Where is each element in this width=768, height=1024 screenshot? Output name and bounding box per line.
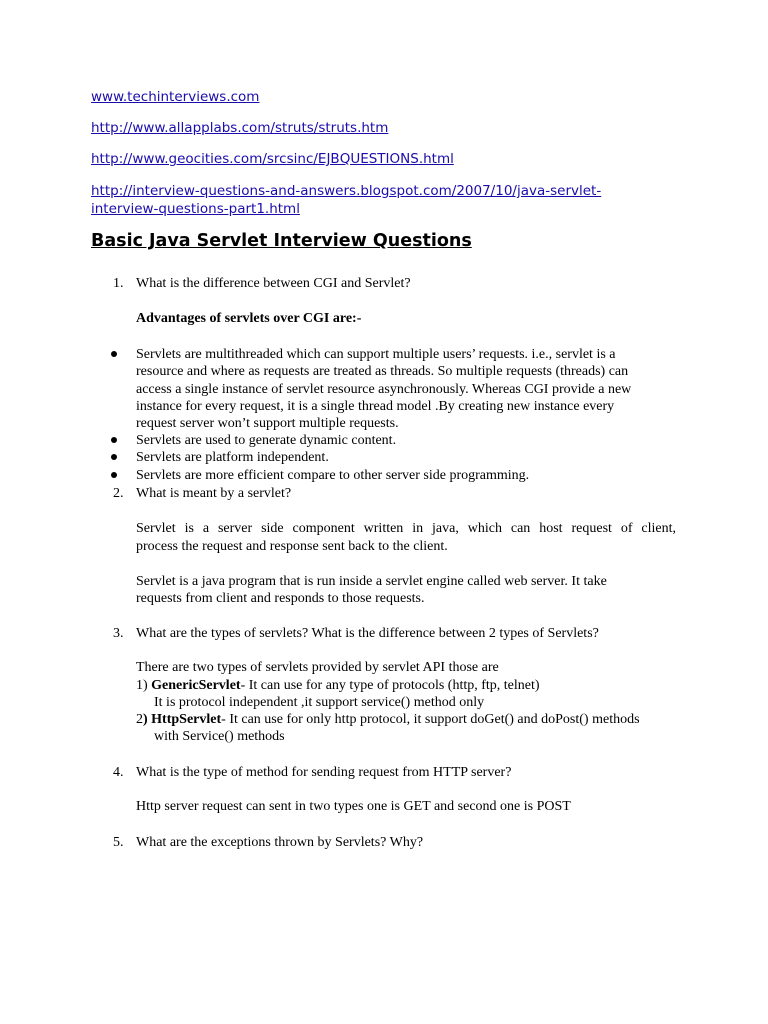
servlet-types-intro: There are two types of servlets provided by servlet API those are — [136, 660, 499, 675]
page-title: Basic Java Servlet Interview Questions — [91, 231, 472, 251]
question-text-1: What is the difference between CGI and Servlet? — [136, 276, 411, 291]
question-text-3: What are the types of servlets? What is the difference between 2 types of Servlets? — [136, 626, 599, 641]
bullet-text-1-line5: request server won’t support multiple requests. — [136, 416, 399, 431]
question-text-4: What is the type of method for sending request from HTTP server? — [136, 765, 512, 780]
servlet-program-line1: Servlet is a java program that is run inside a servlet engine called web server. It take — [136, 574, 607, 589]
question-text-5: What are the exceptions thrown by Servlets? Why? — [136, 835, 424, 850]
generic-servlet-line2: It is protocol independent ,it support service() method only — [154, 695, 485, 710]
generic-servlet-line — [136, 677, 540, 694]
link-allapplabs[interactable]: http://www.allapplabs.com/struts/struts.htm — [91, 120, 389, 136]
generic-servlet-label: GenericServlet — [151, 678, 241, 693]
advantages-subheading: Advantages of servlets over CGI are:- — [136, 311, 362, 326]
servlet-program-line2: requests from client and responds to those requests. — [136, 591, 425, 606]
http-servlet-desc: - It can use for only http protocol, it support doGet() and doPost() methods — [221, 712, 640, 727]
question-number-5: 5. — [113, 835, 124, 850]
link-techinterviews[interactable]: www.techinterviews.com — [91, 89, 260, 105]
link-geocities[interactable]: http://www.geocities.com/srcsinc/EJBQUESTIONS.html — [91, 151, 454, 167]
question-number-2: 2. — [113, 486, 124, 501]
item-prefix: 2 — [136, 712, 143, 727]
bullet-dot — [111, 472, 117, 478]
http-methods-answer: Http server request can sent in two types one is GET and second one is POST — [136, 799, 571, 814]
http-servlet-line — [136, 711, 640, 728]
bullet-text-4: Servlets are more efficient compare to other server side programming. — [136, 468, 530, 483]
link-blogspot-line2[interactable]: interview-questions-part1.html — [91, 201, 300, 217]
bullet-text-1-line2: resource and where as requests are treated as threads. So multiple requests (threads) can — [136, 364, 629, 379]
bullet-text-1-line3: access a single instance of servlet resource asynchronously. Whereas CGI provide a new — [136, 382, 632, 397]
bullet-text-2: Servlets are used to generate dynamic content. — [136, 433, 397, 448]
link-blogspot-line1[interactable]: http://interview-questions-and-answers.blogspot.com/2007/10/java-servlet- — [91, 183, 602, 199]
item-prefix: 1) — [136, 678, 152, 693]
bullet-text-1-line4: instance for every request, it is a single thread model .By creating new instance every — [136, 399, 615, 414]
servlet-definition-line2: process the request and response sent back to the client. — [136, 539, 448, 554]
question-number-4: 4. — [113, 765, 124, 780]
http-servlet-line2: with Service() methods — [154, 729, 285, 744]
question-text-2: What is meant by a servlet? — [136, 486, 292, 501]
bullet-dot — [111, 351, 117, 357]
question-number-3: 3. — [113, 626, 124, 641]
bullet-text-3: Servlets are platform independent. — [136, 450, 329, 465]
http-servlet-label: ) HttpServlet — [143, 712, 222, 727]
bullet-text-1-line1: Servlets are multithreaded which can support multiple users’ requests. i.e., servlet is a — [136, 347, 616, 362]
generic-servlet-desc: - It can use for any type of protocols (http, ftp, telnet) — [240, 678, 540, 693]
bullet-dot — [111, 437, 117, 443]
bullet-dot — [111, 454, 117, 460]
servlet-definition-line1: Servlet is a server side component written in java, which can host request of client, — [136, 521, 676, 536]
question-number-1: 1. — [113, 276, 124, 291]
